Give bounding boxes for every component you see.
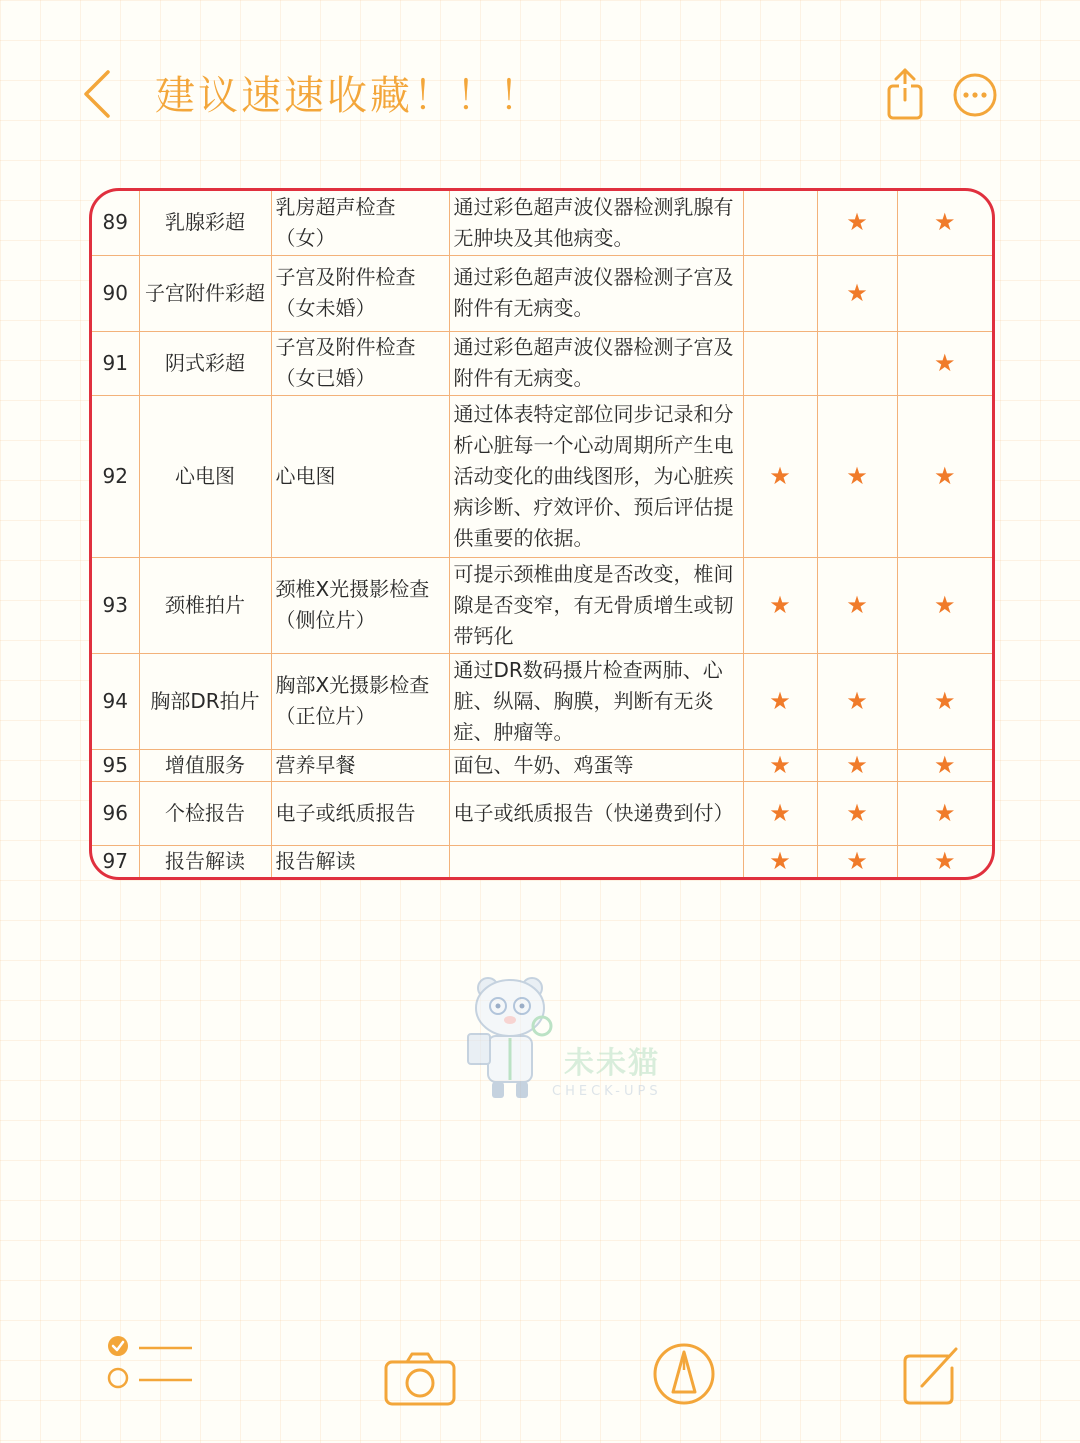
- package-star-cell: ★: [743, 845, 817, 877]
- package-star-cell: ★: [743, 781, 817, 845]
- exam-item-cell: 心电图: [139, 395, 271, 557]
- exam-description-cell: 通过彩色超声波仪器检测子宫及附件有无病变。: [449, 255, 743, 331]
- exam-name-cell: 胸部X光摄影检查（正位片）: [271, 653, 449, 749]
- chevron-left-icon: [78, 66, 128, 126]
- exam-description-cell: 可提示颈椎曲度是否改变，椎间隙是否变窄，有无骨质增生或韧带钙化: [449, 557, 743, 653]
- package-star-cell: [743, 255, 817, 331]
- package-star-cell: ★: [743, 653, 817, 749]
- row-number-cell: 96: [92, 781, 139, 845]
- package-star-cell: ★: [817, 653, 897, 749]
- exam-name-cell: 心电图: [271, 395, 449, 557]
- watermark-logo: [462, 974, 692, 1106]
- exam-items-table: [89, 188, 995, 880]
- exam-description-cell: 面包、牛奶、鸡蛋等: [449, 749, 743, 781]
- table-row: [92, 331, 992, 395]
- package-star-cell: [743, 191, 817, 255]
- package-star-cell: ★: [817, 255, 897, 331]
- more-icon: [952, 72, 998, 118]
- markup-pen-icon: [652, 1342, 716, 1406]
- package-star-cell: ★: [897, 749, 992, 781]
- package-star-cell: ★: [897, 653, 992, 749]
- exam-name-cell: 子宫及附件检查（女已婚）: [271, 331, 449, 395]
- row-number-cell: 97: [92, 845, 139, 877]
- exam-name-cell: 颈椎X光摄影检查（侧位片）: [271, 557, 449, 653]
- package-star-cell: ★: [817, 557, 897, 653]
- exam-item-cell: 颈椎拍片: [139, 557, 271, 653]
- back-button[interactable]: [78, 66, 128, 126]
- doctor-cat-mascot-icon: [462, 974, 558, 1106]
- page-title: 建议速速收藏！！！: [155, 73, 542, 119]
- share-button[interactable]: [882, 66, 928, 124]
- table-row: [92, 395, 992, 557]
- exam-description-cell: [449, 845, 743, 877]
- row-number-cell: 95: [92, 749, 139, 781]
- table-row: [92, 557, 992, 653]
- table-row: [92, 781, 992, 845]
- markup-button[interactable]: [652, 1342, 716, 1406]
- more-button[interactable]: [952, 72, 998, 118]
- exam-item-cell: 增值服务: [139, 749, 271, 781]
- package-star-cell: ★: [817, 845, 897, 877]
- table-row: [92, 255, 992, 331]
- package-star-cell: [817, 331, 897, 395]
- package-star-cell: ★: [817, 191, 897, 255]
- package-star-cell: ★: [897, 845, 992, 877]
- package-star-cell: [743, 331, 817, 395]
- exam-name-cell: 报告解读: [271, 845, 449, 877]
- package-star-cell: ★: [743, 557, 817, 653]
- camera-button[interactable]: [383, 1350, 457, 1408]
- camera-icon: [383, 1350, 457, 1408]
- package-star-cell: ★: [897, 395, 992, 557]
- exam-name-cell: 电子或纸质报告: [271, 781, 449, 845]
- watermark-subtitle: CHECK-UPS: [552, 1084, 662, 1099]
- exam-item-cell: 个检报告: [139, 781, 271, 845]
- exam-name-cell: 营养早餐: [271, 749, 449, 781]
- package-star-cell: [897, 255, 992, 331]
- row-number-cell: 90: [92, 255, 139, 331]
- row-number-cell: 92: [92, 395, 139, 557]
- row-number-cell: 94: [92, 653, 139, 749]
- package-star-cell: ★: [897, 191, 992, 255]
- package-star-cell: ★: [897, 557, 992, 653]
- package-star-cell: ★: [817, 395, 897, 557]
- exam-description-cell: 通过彩色超声波仪器检测子宫及附件有无病变。: [449, 331, 743, 395]
- row-number-cell: 89: [92, 191, 139, 255]
- navigation-bar: [0, 0, 1080, 190]
- row-number-cell: 91: [92, 331, 139, 395]
- exam-name-cell: 乳房超声检查（女）: [271, 191, 449, 255]
- exam-description-cell: 通过DR数码摄片检查两肺、心脏、纵隔、胸膜，判断有无炎症、肿瘤等。: [449, 653, 743, 749]
- compose-icon: [902, 1344, 962, 1406]
- exam-description-cell: 通过体表特定部位同步记录和分析心脏每一个心动周期所产生电活动变化的曲线图形，为心脏疾病诊断、疗效评价、预后评估提供重要的依据。: [449, 395, 743, 557]
- checklist-icon: [106, 1334, 196, 1390]
- package-star-cell: ★: [817, 781, 897, 845]
- exam-item-cell: 胸部DR拍片: [139, 653, 271, 749]
- package-star-cell: ★: [897, 331, 992, 395]
- row-number-cell: 93: [92, 557, 139, 653]
- table-row: [92, 749, 992, 781]
- checklist-button[interactable]: [106, 1334, 196, 1390]
- table-row: [92, 653, 992, 749]
- package-star-cell: ★: [897, 781, 992, 845]
- exam-name-cell: 子宫及附件检查（女未婚）: [271, 255, 449, 331]
- exam-description-cell: 通过彩色超声波仪器检测乳腺有无肿块及其他病变。: [449, 191, 743, 255]
- exam-item-cell: 阴式彩超: [139, 331, 271, 395]
- package-star-cell: ★: [743, 395, 817, 557]
- table-row: [92, 191, 992, 255]
- exam-description-cell: 电子或纸质报告（快递费到付）: [449, 781, 743, 845]
- share-icon: [882, 66, 928, 124]
- package-star-cell: ★: [743, 749, 817, 781]
- watermark-brand: 未未猫: [564, 1046, 660, 1081]
- table-row: [92, 845, 992, 877]
- compose-button[interactable]: [902, 1344, 962, 1406]
- exam-item-cell: 乳腺彩超: [139, 191, 271, 255]
- exam-item-cell: 报告解读: [139, 845, 271, 877]
- package-star-cell: ★: [817, 749, 897, 781]
- exam-item-cell: 子宫附件彩超: [139, 255, 271, 331]
